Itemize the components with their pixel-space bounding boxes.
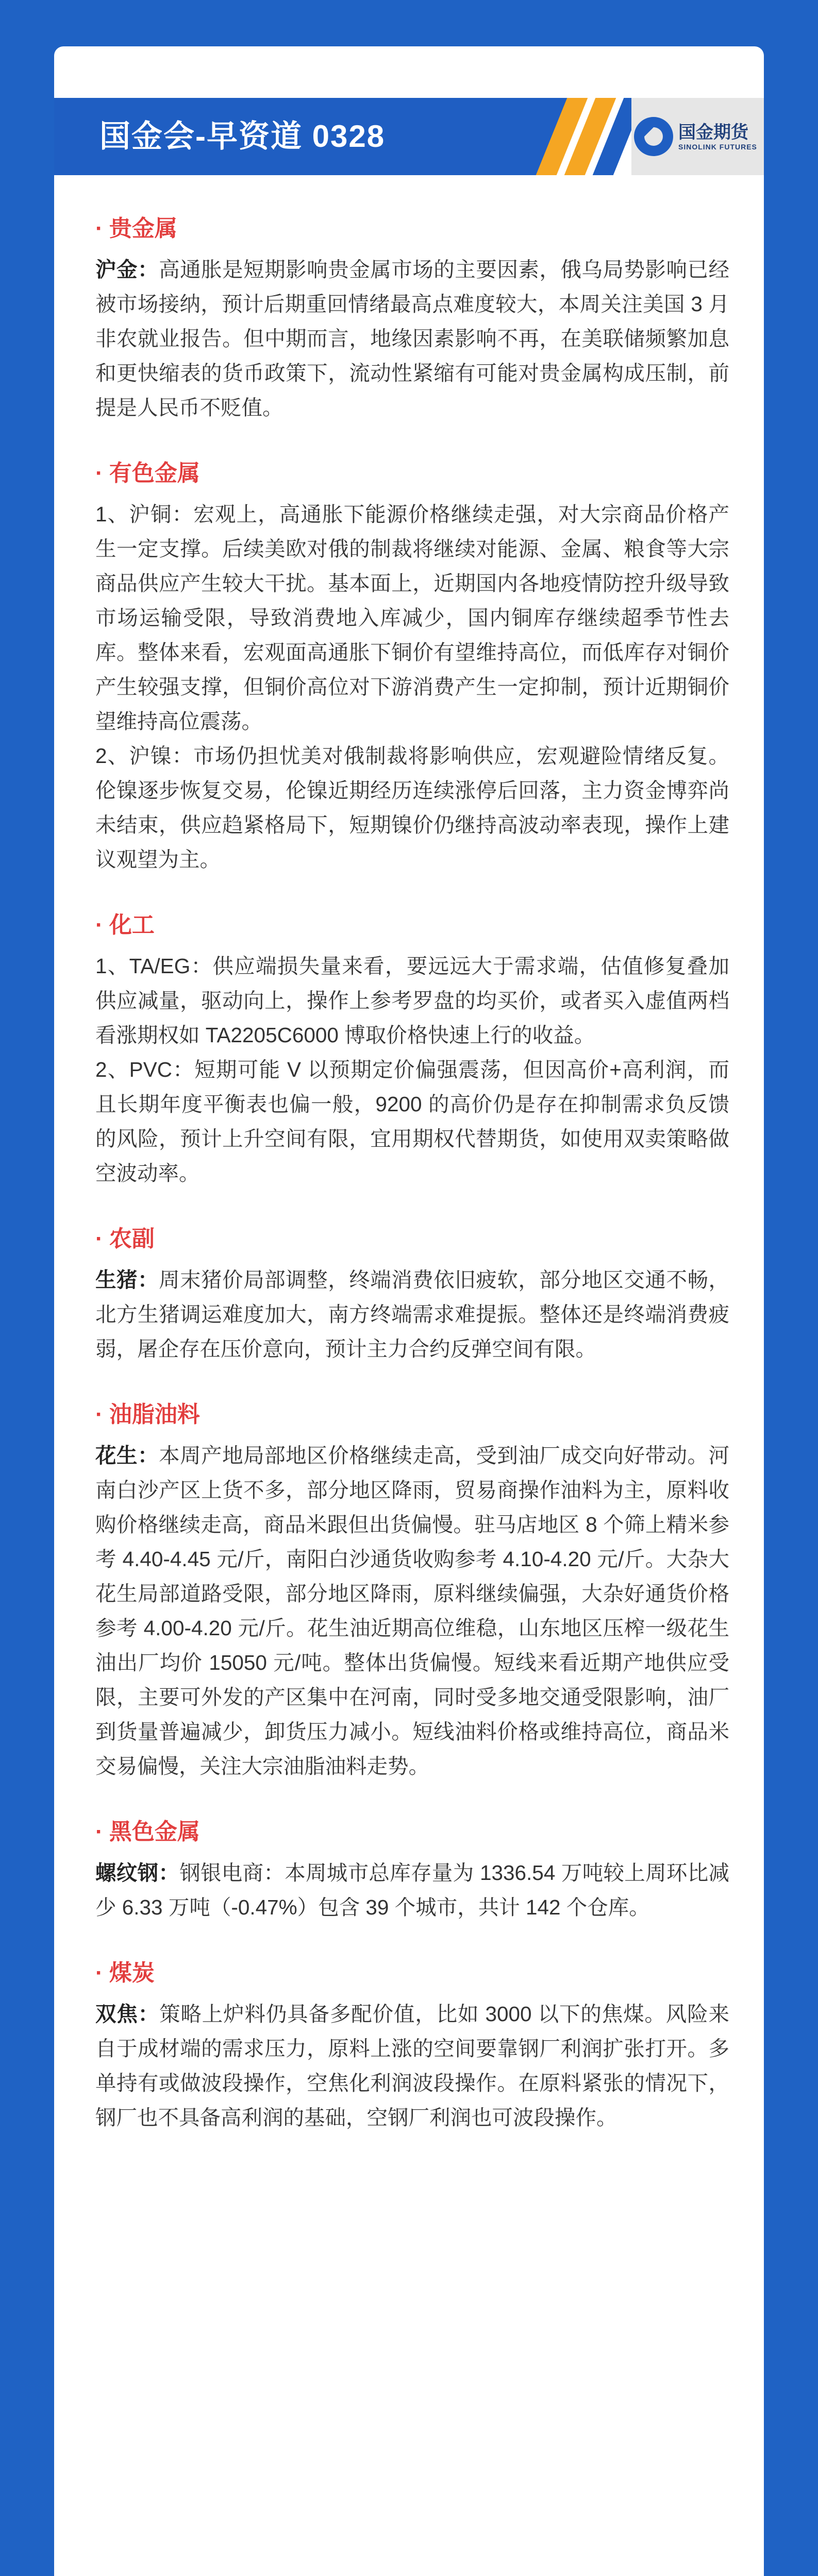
report-title: 国金会-早资道 0328	[99, 119, 386, 154]
section-agriculture	[95, 1222, 729, 1366]
paragraph-text: 高通胀是短期影响贵金属市场的主要因素，俄乌局势影响已经被市场接纳，预计后期重回情绪最高点难度较大，本周关注美国 3 月非农就业报告。但中期而言，地缘因素影响不再，在美联储频繁加息和更快缩表的货币政策下，流动性紧缩有可能对贵金属构成压制，前提是人民币不贬值。	[95, 258, 730, 419]
paragraph	[95, 1438, 729, 1784]
section-chemicals	[95, 908, 729, 1191]
logo-name-en: SINOLINK FUTURES	[678, 143, 757, 151]
paragraph-text: 本周产地局部地区价格继续走高，受到油厂成交向好带动。河南白沙产区上货不多，部分地区降雨，贸易商操作油料为主，原料收购价格继续走高，商品米跟但出货偏慢。驻马店地区 8 个筛上精米参考 4.40-4.45 元/斤，南阳白沙通货收购参考 4.10-4.20 元/斤。大杂大花生局部道路受限，部分地区降雨，原料继续偏强，大杂好通货价格参考 4.00-4.20 元/斤。花生油近期高位维稳，山东地区压榨一级花生油出厂均价 15050 元/吨。整体出货偏慢。短线来看近期产地供应受限，主要可外发的产区集中在河南，同时受多地交通受限影响，油厂到货量普遍减少，卸货压力减小。短线油料价格或维持高位，商品米交易偏慢，关注大宗油脂油料走势。	[95, 1444, 730, 1778]
section-title: · 黑色金属	[95, 1819, 200, 1844]
paragraph-lead: 螺纹钢：	[95, 1861, 180, 1885]
paragraph-text: 钢银电商：本周城市总库存量为 1336.54 万吨较上周环比减少 6.33 万吨（-0.47%）包含 39 个城市，共计 142 个仓库。	[95, 1861, 729, 1919]
paragraph-text: 策略上炉料仍具备多配价值，比如 3000 以下的焦煤。风险来自于成材端的需求压力，原料上涨的空间要靠钢厂利润扩张打开。多单持有或做波段操作，空焦化利润波段操作。在原料紧张的情况下，钢厂也不具备高利润的基础，空钢厂利润也可波段操作。	[95, 2002, 729, 2129]
section-title: · 贵金属	[95, 216, 177, 241]
paragraph-lead: 花生：	[95, 1444, 159, 1467]
paragraph-text: 周末猪价局部调整，终端消费依旧疲软，部分地区交通不畅，北方生猪调运难度加大，南方终端需求难提振。整体还是终端消费疲弱，屠企存在压价意向，预计主力合约反弹空间有限。	[95, 1268, 730, 1361]
logo-icon	[634, 117, 673, 156]
section-title: · 化工	[95, 912, 155, 938]
section-title: · 煤炭	[95, 1960, 155, 1986]
paragraph-text: 2、PVC：短期可能 V 以预期定价偏强震荡，但因高价+高利润，而且长期年度平衡表也偏一般，9200 的高价仍是存在抑制需求负反馈的风险，预计上升空间有限，宜用期权代替期货，如使用双卖策略做空波动率。	[95, 1058, 729, 1185]
paragraph	[95, 1997, 729, 2135]
paragraph	[95, 949, 729, 1053]
paragraph	[95, 1856, 729, 1925]
paragraph-lead: 沪金：	[95, 258, 159, 281]
paragraph-lead: 双焦：	[95, 2002, 160, 2026]
section-title: · 有色金属	[95, 461, 200, 486]
section-oils-oilseeds	[95, 1397, 729, 1784]
report-header	[54, 98, 764, 175]
paragraph	[95, 497, 729, 739]
paragraph	[95, 1263, 729, 1366]
company-logo	[634, 113, 763, 160]
section-ferrous-metals	[95, 1815, 729, 1925]
section-nonferrous-metals	[95, 456, 729, 877]
paragraph-text: 1、TA/EG：供应端损失量来看，要远远大于需求端，估值修复叠加供应减量，驱动向上，操作上参考罗盘的均买价，或者买入虚值两档看涨期权如 TA2205C6000 博取价格快速上行的收益。	[95, 954, 729, 1047]
section-coal	[95, 1956, 729, 2135]
paragraph-lead: 生猪：	[95, 1268, 159, 1292]
paragraph-text: 1、沪铜：宏观上，高通胀下能源价格继续走强，对大宗商品价格产生一定支撑。后续美欧对俄的制裁将继续对能源、金属、粮食等大宗商品供应产生较大干扰。基本面上，近期国内各地疫情防控升级导致市场运输受限，导致消费地入库减少，国内铜库存继续超季节性去库。整体来看，宏观面高通胀下铜价有望维持高位，而低库存对铜价产生较强支撑，但铜价高位对下游消费产生一定抑制，预计近期铜价望维持高位震荡。	[95, 502, 729, 733]
paragraph	[95, 1053, 729, 1191]
section-title: · 农副	[95, 1226, 155, 1251]
paragraph-text: 2、沪镍：市场仍担忧美对俄制裁将影响供应，宏观避险情绪反复。伦镍逐步恢复交易，伦镍近期经历连续涨停后回落，主力资金博弈尚未结束，供应趋紧格局下，短期镍价仍继持高波动率表现，操作上建议观望为主。	[95, 744, 729, 871]
paragraph	[95, 739, 729, 877]
report-body	[95, 211, 729, 2166]
logo-name-cn: 国金期货	[678, 123, 748, 142]
section-precious-metals	[95, 211, 729, 425]
paragraph	[95, 252, 729, 425]
section-title: · 油脂油料	[95, 1402, 200, 1427]
